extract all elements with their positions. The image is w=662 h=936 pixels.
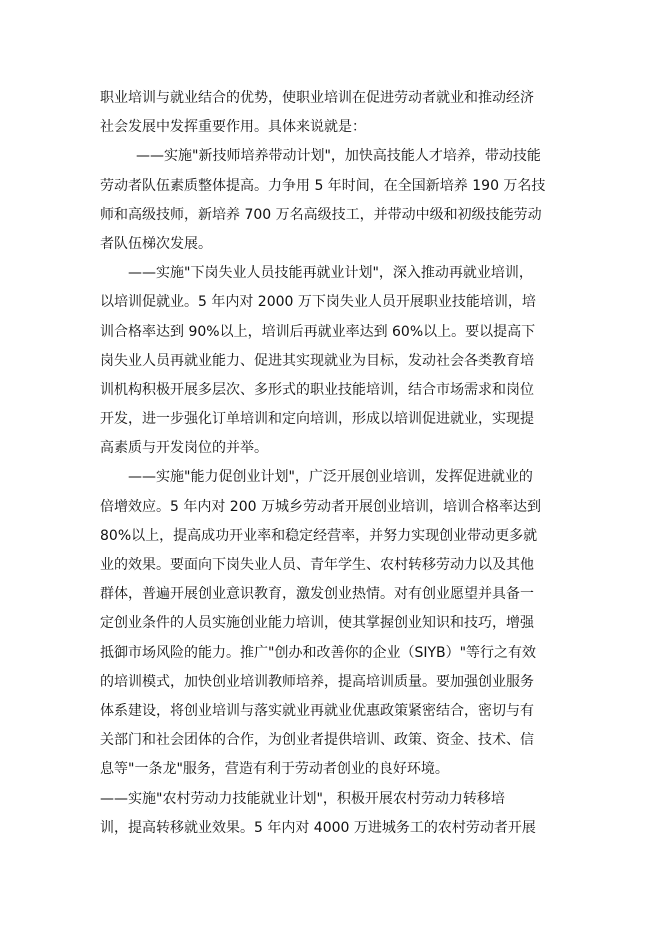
text-line: 开发，进一步强化订单培训和定向培训，形成以培训促进就业，实现提 [100, 411, 534, 428]
text-line: 业的效果。要面向下岗失业人员、青年学生、农村转移劳动力以及其他 [100, 557, 534, 573]
paragraph-entrepreneurship-plan [100, 463, 580, 784]
text-line: ——实施"新技师培养带动计划"，加快高技能人才培养，带动技能 [136, 148, 541, 165]
paragraph-rural-labor-plan [100, 785, 580, 843]
text-line: 抵御市场风险的能力。推广"创办和改善你的企业（SIYB）"等行之有效 [100, 644, 537, 661]
paragraph-laid-off-reemployment-plan [100, 259, 580, 463]
text-line: 师和高级技师，新培养 700 万名高级技工，并带动中级和初级技能劳动 [100, 206, 542, 223]
text-line: 劳动者队伍素质整体提高。力争用 5 年时间，在全国新培养 190 万名技 [100, 177, 546, 194]
text-line: ——实施"能力促创业计划"，广泛开展创业培训，发挥促进就业的 [128, 469, 533, 486]
text-line: 职业培训与就业结合的优势，使职业培训在促进劳动者就业和推动经济 [100, 90, 534, 106]
text-line: 者队伍梯次发展。 [100, 235, 212, 252]
text-line: 倍增效应。5 年内对 200 万城乡劳动者开展创业培训，培训合格率达到 [100, 498, 541, 515]
text-line: 定创业条件的人员实施创业能力培训，使其掌握创业知识和技巧，增强 [100, 615, 534, 632]
paragraph-intro [100, 84, 580, 142]
text-line: 训，提高转移就业效果。5 年内对 4000 万进城务工的农村劳动者开展 [100, 819, 536, 836]
text-line: 训机构积极开展多层次、多形式的职业技能培训，结合市场需求和岗位 [100, 381, 534, 398]
text-line: 训合格率达到 90%以上，培训后再就业率达到 60%以上。要以提高下 [100, 323, 536, 340]
document-body [100, 84, 580, 843]
text-line: ——实施"下岗失业人员技能再就业计划"，深入推动再就业培训， [128, 265, 533, 282]
paragraph-new-technician-plan [100, 142, 580, 259]
text-line: ——实施"农村劳动力技能就业计划"，积极开展农村劳动力转移培 [100, 790, 505, 807]
text-line: 的培训模式，加快创业培训教师培养，提高培训质量。要加强创业服务 [100, 673, 534, 690]
text-line: 以培训促就业。5 年内对 2000 万下岗失业人员开展职业技能培训，培 [100, 294, 536, 311]
text-line: 80%以上，提高成功开业率和稳定经营率，并努力实现创业带动更多就 [100, 527, 538, 544]
text-line: 体系建设，将创业培训与落实就业再就业优惠政策紧密结合，密切与有 [100, 702, 534, 719]
text-line: 社会发展中发挥重要作用。具体来说就是： [100, 119, 366, 136]
text-line: 息等"一条龙"服务，营造有利于劳动者创业的良好环境。 [100, 761, 449, 778]
text-line: 高素质与开发岗位的并举。 [100, 440, 268, 457]
text-line: 关部门和社会团体的合作，为创业者提供培训、政策、资金、技术、信 [100, 732, 534, 749]
text-line: 岗失业人员再就业能力、促进其实现就业为目标，发动社会各类教育培 [100, 352, 534, 369]
text-line: 群体，普遍开展创业意识教育，激发创业热情。对有创业愿望并具备一 [100, 586, 534, 603]
